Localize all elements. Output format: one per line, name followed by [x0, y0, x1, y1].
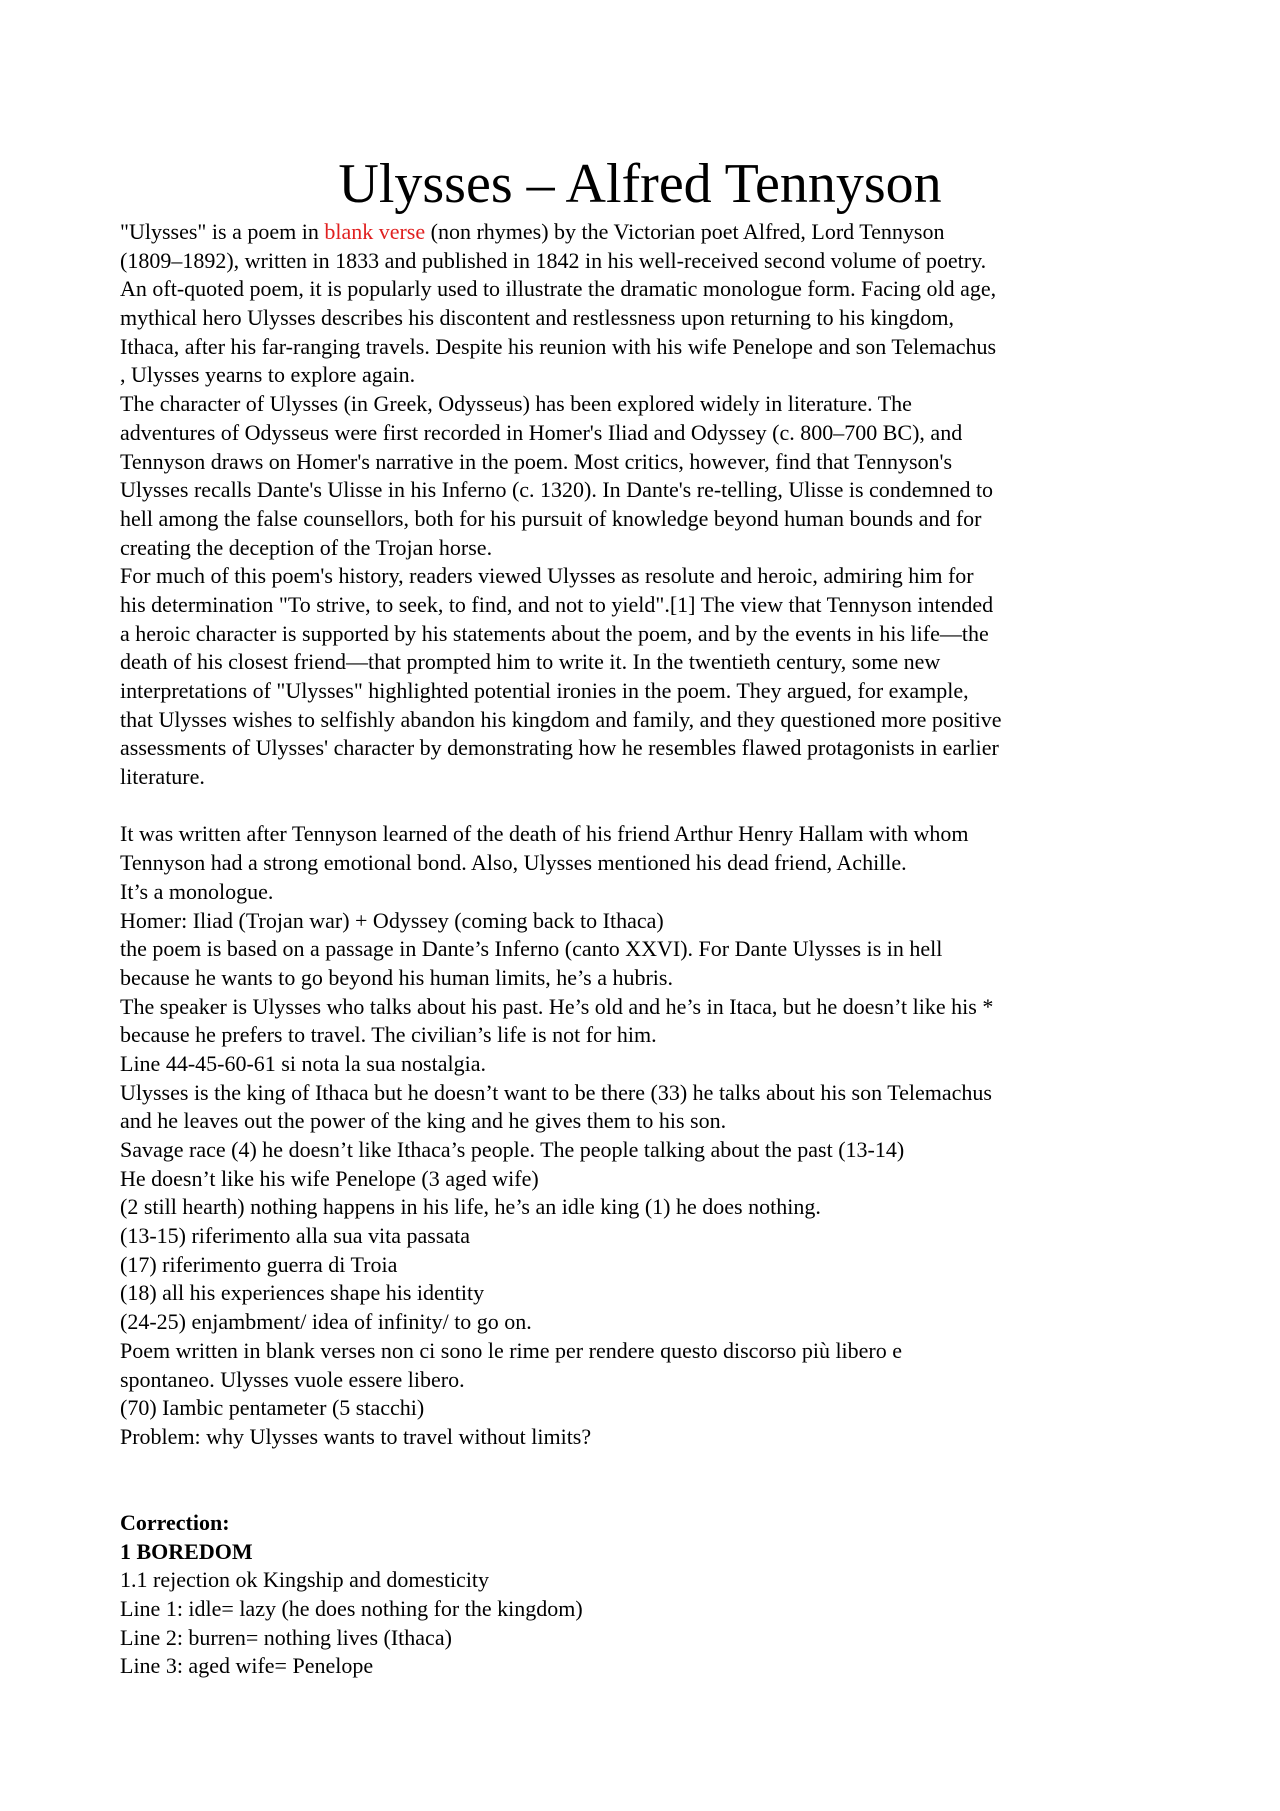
line-text: assessments of Ulysses' character by demonstrating how he resembles flawed protagonists in earlier: [120, 735, 999, 761]
line-text: Savage race (4) he doesn’t like Ithaca’s people. The people talking about the past (13-14): [120, 1137, 905, 1162]
text-line: [120, 820, 1170, 849]
line-text: mythical hero Ulysses describes his discontent and restlessness upon returning to his kingdom,: [120, 305, 955, 331]
line-text: The character of Ulysses (in Greek, Odysseus) has been explored widely in literature. The: [120, 391, 912, 417]
text-line: [120, 1337, 1170, 1366]
text-line: [120, 1595, 1170, 1624]
line-text: (17) riferimento guerra di Troia: [120, 1251, 398, 1277]
text-line: [120, 993, 1170, 1022]
section-heading: 1 BOREDOM: [120, 1538, 253, 1564]
text-line: [120, 218, 1170, 247]
line-text: the poem is based on a passage in Dante’s Inferno (canto XXVI). For Dante Ulysses is in hell: [120, 936, 943, 962]
blank-line: [120, 1480, 1170, 1509]
text-line: [120, 505, 1170, 534]
text-line: [120, 935, 1170, 964]
line-text: (70) Iambic pentameter (5 stacchi): [120, 1395, 425, 1421]
text-line: [120, 648, 1170, 677]
text-line: [120, 1251, 1170, 1280]
text-line: [120, 849, 1170, 878]
line-text: Problem: why Ulysses wants to travel without limits?: [120, 1423, 592, 1449]
line-text: (2 still hearth) nothing happens in his life, he’s an idle king (1) he does nothing.: [120, 1194, 821, 1220]
text-line: [120, 1538, 1170, 1567]
text-line: [120, 964, 1170, 993]
text-line: [120, 763, 1170, 792]
line-text: "Ulysses" is a poem in: [120, 219, 325, 244]
line-text: that Ulysses wishes to selfishly abandon his kingdom and family, and they questioned more positive: [120, 706, 1002, 732]
line-text: Tennyson draws on Homer's narrative in the poem. Most critics, however, find that Tennyson's: [120, 448, 953, 474]
line-text: It’s a monologue.: [120, 878, 274, 904]
text-line: [120, 1423, 1170, 1452]
text-line: [120, 275, 1170, 304]
line-text: death of his closest friend—that prompted him to write it. In the twentieth century, some new: [120, 649, 941, 675]
line-text: Line 3: aged wife= Penelope: [120, 1653, 374, 1679]
line-text: because he wants to go beyond his human limits, he’s a hubris.: [120, 964, 673, 990]
line-text: Line 2: burren= nothing lives (Ithaca): [120, 1624, 452, 1650]
text-line: [120, 1107, 1170, 1136]
line-text: An oft-quoted poem, it is popularly used to illustrate the dramatic monologue form. Facing old age,: [120, 276, 997, 302]
line-text: Ulysses is the king of Ithaca but he doesn’t want to be there (33) he talks about his son Telemachus: [120, 1079, 992, 1105]
blank-line: [120, 792, 1170, 821]
line-text: For much of this poem's history, readers viewed Ulysses as resolute and heroic, admiring him for: [120, 563, 974, 589]
text-line: [120, 1222, 1170, 1251]
text-line: [120, 1079, 1170, 1108]
text-line: [120, 1366, 1170, 1395]
text-line: [120, 361, 1170, 390]
line-text: He doesn’t like his wife Penelope (3 aged wife): [120, 1165, 539, 1191]
line-text: (1809–1892), written in 1833 and published in 1842 in his well-received second volume of poetry.: [120, 247, 987, 273]
blank-line: [120, 1452, 1170, 1481]
text-line: [120, 706, 1170, 735]
text-line: [120, 562, 1170, 591]
text-line: [120, 677, 1170, 706]
blank-verse-link[interactable]: blank verse: [324, 219, 426, 244]
section-heading: Correction:: [120, 1509, 230, 1535]
line-text: his determination "To strive, to seek, to find, and not to yield".[1] The view that Tennyson intended: [120, 591, 994, 617]
text-line: [120, 620, 1170, 649]
text-line: [120, 1308, 1170, 1337]
line-text: (24-25) enjambment/ idea of infinity/ to go on.: [120, 1309, 532, 1335]
document-title: Ulysses – Alfred Tennyson: [338, 153, 942, 215]
text-line: [120, 1652, 1170, 1681]
text-line: [120, 534, 1170, 563]
line-text: hell among the false counsellors, both for his pursuit of knowledge beyond human bounds and for: [120, 505, 982, 531]
line-text: , Ulysses yearns to explore again.: [120, 362, 416, 388]
text-line: [120, 1509, 1170, 1538]
line-text: Tennyson had a strong emotional bond. Also, Ulysses mentioned his dead friend, Achille.: [120, 850, 907, 876]
text-line: [120, 1193, 1170, 1222]
text-line: [120, 304, 1170, 333]
text-line: [120, 333, 1170, 362]
text-line: [120, 1136, 1170, 1165]
line-text: 1.1 rejection ok Kingship and domesticity: [120, 1567, 490, 1593]
line-text: literature.: [120, 764, 205, 790]
text-line: [120, 1624, 1170, 1653]
text-line: [120, 878, 1170, 907]
line-text: Line 1: idle= lazy (he does nothing for the kingdom): [120, 1596, 583, 1621]
line-text: creating the deception of the Trojan horse.: [120, 534, 493, 560]
text-line: [120, 247, 1170, 276]
line-text: because he prefers to travel. The civilian’s life is not for him.: [120, 1022, 657, 1048]
line-text: It was written after Tennyson learned of the death of his friend Arthur Henry Hallam with whom: [120, 821, 969, 847]
line-text: Homer: Iliad (Trojan war) + Odyssey (coming back to Ithaca): [120, 907, 664, 933]
line-text: (18) all his experiences shape his identity: [120, 1280, 485, 1306]
text-line: [120, 907, 1170, 936]
line-text: a heroic character is supported by his statements about the poem, and by the events in his life—the: [120, 620, 989, 646]
text-line: [120, 419, 1170, 448]
line-text: The speaker is Ulysses who talks about his past. He’s old and he’s in Itaca, but he doesn’t like his *: [120, 993, 994, 1019]
line-text: Poem written in blank verses non ci sono le rime per rendere questo discorso più libero e: [120, 1337, 903, 1363]
text-line: [120, 1566, 1170, 1595]
text-line: [120, 1394, 1170, 1423]
text-line: [120, 1279, 1170, 1308]
text-line: [120, 1165, 1170, 1194]
text-line: [120, 476, 1170, 505]
text-line: [120, 1050, 1170, 1079]
text-line: [120, 1021, 1170, 1050]
line-text: interpretations of "Ulysses" highlighted potential ironies in the poem. They argued, for example,: [120, 678, 969, 703]
line-text: adventures of Odysseus were first recorded in Homer's Iliad and Odyssey (c. 800–700 BC), and: [120, 419, 963, 445]
text-line: [120, 734, 1170, 763]
line-text: spontaneo. Ulysses vuole essere libero.: [120, 1366, 465, 1392]
text-line: [120, 591, 1170, 620]
line-text: (non rhymes) by the Victorian poet Alfred, Lord Tennyson: [425, 219, 945, 244]
line-text: Line 44-45-60-61 si nota la sua nostalgia.: [120, 1050, 486, 1076]
text-line: [120, 390, 1170, 419]
line-text: Ithaca, after his far-ranging travels. Despite his reunion with his wife Penelope and son Telemachus: [120, 333, 997, 359]
line-text: Ulysses recalls Dante's Ulisse in his Inferno (c. 1320). In Dante's re-telling, Ulisse is condemned to: [120, 477, 994, 503]
document-body: [120, 218, 1170, 1681]
line-text: and he leaves out the power of the king and he gives them to his son.: [120, 1108, 727, 1134]
line-text: (13-15) riferimento alla sua vita passata: [120, 1223, 471, 1249]
text-line: [120, 448, 1170, 477]
